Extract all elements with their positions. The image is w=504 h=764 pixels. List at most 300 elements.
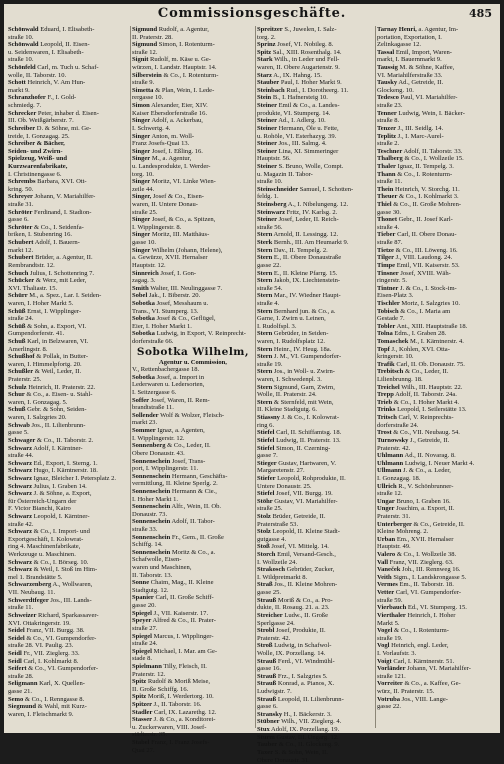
entry-line (132, 389, 254, 397)
entry-line (132, 610, 254, 618)
entry-name: Straß (257, 581, 273, 588)
entry-name: Schreiber & Bächer, (8, 140, 65, 147)
entry-line (132, 435, 254, 443)
entry-line (257, 239, 374, 247)
entry-text: & Co., I. Rotenturm- (162, 72, 219, 79)
entry-text: I. Gonzagag. 18. (377, 475, 420, 482)
entry-line (257, 543, 374, 551)
entry-text: Lederwaren u. Ledersorten, (132, 381, 204, 388)
entry-text: Chaim, Mag., II. Kleine (149, 579, 213, 586)
entry-line (8, 475, 129, 483)
entry-text: Agentur u. Commission, (159, 359, 227, 366)
entry-text: Moriß & Co., a. Pro- (276, 597, 332, 604)
entry-text: Kleine Mohreng. 2. (377, 528, 428, 535)
entry-text: & Sternfeld, mit Wein, (272, 399, 333, 406)
entry-text: Hauptstr. 12. (132, 262, 166, 269)
entry-line (377, 483, 497, 491)
entry-name: Schwarz (8, 513, 32, 520)
entry-line (257, 117, 374, 125)
entry-name: Storch (257, 551, 275, 558)
entry-line (132, 193, 254, 201)
entry-line (377, 452, 497, 460)
entry-line (257, 186, 374, 194)
entry-name: Stiefel (257, 490, 274, 497)
entry-text: Carl, I. Kohlmarkt 8. (22, 658, 79, 665)
entry-line (132, 374, 254, 382)
entry-text: Ignaz, Bleicher I. Petersplatz 2. (32, 475, 116, 482)
entry-line (132, 480, 254, 488)
entry-line (377, 612, 497, 620)
entry-text: Brüder, a. Agentur, II. (33, 254, 92, 261)
entry-name: Stern (257, 346, 272, 353)
entry-line (257, 216, 374, 224)
entry-name: Schubert (8, 254, 33, 261)
entry-name: Sigmund (132, 26, 157, 33)
entry-line (8, 384, 129, 392)
entry-line (8, 665, 129, 673)
entry-text: Peter, inhaber d. Eisen- (36, 110, 99, 117)
entry-text: Adolf, II. Taborstr. 24a. (394, 391, 457, 398)
entry-line (8, 277, 129, 285)
entry-text: Josef, Leder, II. Reich- (277, 216, 339, 223)
entry-line (257, 102, 374, 110)
entry-text: E., II. Obere Donaustraße (272, 254, 341, 261)
entry-text: & Weil, Leder, II. (33, 368, 81, 375)
entry-line (377, 186, 497, 194)
entry-text: & Co., I. Hoher Markt 4. (392, 399, 459, 406)
entry-line (377, 650, 497, 658)
column-divider (255, 26, 256, 728)
entry-text: produkte, VI. Stumperg. 14. (257, 110, 330, 117)
entry-text: M., a. Agentur, (150, 155, 191, 162)
entry-text: briken, I. Stubenring 16. (8, 231, 72, 238)
entry-name: Sonnenschein (132, 458, 170, 465)
entry-text: Rud., I. Dorotheerg. 11. (285, 87, 349, 94)
entry-line (8, 262, 129, 270)
entry-text: markt 9. (8, 87, 30, 94)
entry-line (132, 171, 254, 179)
entry-name: Schwarz (8, 475, 32, 482)
entry-name: Valero (377, 551, 395, 558)
entry-text: Leopold, II. Eisen- (39, 41, 90, 48)
entry-name: Stoß (257, 543, 270, 550)
entry-line (8, 125, 129, 133)
entry-name: Tobler (377, 323, 395, 330)
entry-text: markt 23. (132, 419, 157, 426)
directory-column-2 (132, 26, 254, 728)
entry-name: Schwarzenberg (8, 581, 51, 588)
entry-name: Tauber (257, 741, 277, 748)
entry-name: Spiegel (132, 633, 152, 640)
entry-line (257, 254, 374, 262)
entry-text: Sperlgasse 24. (257, 620, 295, 627)
entry-name: Ungar (377, 498, 395, 505)
entry-text: vermittlung, II. Kleine Sperlg. 2. (132, 480, 218, 487)
entry-line (8, 102, 129, 110)
entry-name: Sturm (257, 734, 275, 741)
entry-line (377, 528, 497, 536)
entry-name: Tintner (377, 285, 398, 292)
entry-text: Karl, X. Quellen- (37, 680, 84, 687)
entry-name: Teschner (377, 148, 402, 155)
entry-line (8, 452, 129, 460)
entry-line (132, 693, 254, 701)
entry-text: straße 4. (257, 300, 279, 307)
entry-name: Schwarz (8, 445, 32, 452)
entry-line (257, 125, 374, 133)
entry-line (257, 406, 374, 414)
entry-line (257, 262, 374, 270)
entry-name: Singer (132, 231, 150, 238)
entry-line (377, 102, 497, 110)
entry-name: Turnowsky (377, 437, 408, 444)
entry-name: Tobisch (377, 308, 399, 315)
entry-text: Josef & Co., Eisen- (151, 193, 204, 200)
entry-line (257, 452, 374, 460)
entry-line (132, 34, 254, 42)
entry-text: Werkzeuge u. Maschinen. (8, 551, 76, 558)
entry-name: Stiassny (257, 414, 280, 421)
entry-line (257, 658, 374, 666)
entry-text: Carl, II. Obere Donau- (395, 231, 456, 238)
entry-name: Vall (377, 559, 388, 566)
entry-text: Alexander, Eier, XIV. (150, 102, 208, 109)
entry-name: Schußler (8, 368, 33, 375)
entry-line (8, 94, 129, 102)
entry-text: II. Taborstr. 13. (132, 572, 172, 579)
entry-line (132, 663, 254, 671)
entry-text: straße 11. (377, 178, 402, 185)
entry-line (377, 26, 497, 34)
entry-text: Mar., IV. Wiedner Haupt- (272, 292, 340, 299)
entry-text: Jos., II. Lilienbrunn- (30, 422, 86, 429)
entry-text: Moriz, I. Salzgries 10. (400, 300, 460, 307)
entry-text: u. Seidenwaren, I. Elisabeth- (8, 49, 84, 56)
entry-text: & Co., I. Maria am (399, 308, 451, 315)
entry-name: Schwarz (8, 483, 32, 490)
entry-line (257, 270, 374, 278)
entry-line (257, 445, 374, 453)
entry-text: & Co., I. Import- und (32, 528, 90, 535)
entry-text: Jos., III. Lands- (49, 597, 92, 604)
entry-text: & Co., I. Seidenfa- (32, 224, 83, 231)
entry-line (377, 300, 497, 308)
entry-text: Sal., XIII. Rosenthalg. 14. (271, 49, 341, 56)
entry-line (8, 414, 129, 422)
entry-line (377, 414, 497, 422)
entry-line (8, 209, 129, 217)
entry-line (257, 566, 374, 574)
entry-line (257, 521, 374, 529)
entry-text: Emil, VII. Kaiserstr. 53. (395, 262, 460, 269)
entry-name: Stern (257, 247, 272, 254)
entry-line (132, 315, 254, 323)
entry-text: Josef, a. Import in (155, 374, 204, 381)
entry-name: Strauß (257, 658, 276, 665)
entry-line (377, 536, 497, 544)
entry-text: Ignaz, II. Tempelg. 3. (396, 163, 454, 170)
entry-line (377, 94, 497, 102)
entry-text: gasse 16. (257, 665, 281, 672)
entry-line (8, 696, 129, 704)
entry-text: M., I. Kärntnerstr. 4. (408, 338, 463, 345)
entry-name: Thiel (377, 201, 392, 208)
entry-line (377, 581, 497, 589)
entry-text: Emil, Import, Waren- (394, 49, 452, 56)
entry-text: Alfred & Co., II. Prater- (151, 617, 216, 624)
entry-text: J., II. Taborstr. 16. (152, 701, 201, 708)
entry-line (377, 64, 497, 72)
entry-text: Rudolf, a. Agentur, (157, 26, 209, 33)
entry-line (8, 650, 129, 658)
entry-line (8, 521, 129, 529)
entry-text: Rudolf & Moriß Meise, (146, 678, 210, 685)
entry-line (132, 330, 254, 338)
entry-text: straße 87. (377, 239, 402, 246)
entry-text: gasse 6. (257, 703, 278, 710)
entry-text: & Co., I. Börseg. 10. (32, 559, 88, 566)
entry-text: Praterstr. 42. (377, 445, 410, 452)
entry-text: Franz Josefs-Quai 13. (132, 140, 189, 147)
entry-line (132, 216, 254, 224)
entry-text: Carl, IX. Lazarethg. 12. (152, 709, 216, 716)
entry-text: Anton, m. Woll- (150, 133, 194, 140)
entry-name: Schönwald (8, 41, 39, 48)
entry-name: Seidl (8, 658, 22, 665)
entry-line (377, 566, 497, 574)
entry-line (132, 655, 254, 663)
entry-line (132, 709, 254, 717)
entry-text: straße 59. (377, 597, 402, 604)
entry-text: Carl, VI. Gumpendorfer- (394, 589, 461, 596)
entry-line (377, 513, 497, 521)
entry-name: Spielzeug, Weiß- und (8, 155, 67, 162)
entry-text: Eduard, I. Elisabeth- (39, 26, 95, 33)
entry-text: Wilh., VII. Zieglerg. 4. (280, 718, 342, 725)
entry-text: kring. 50. (8, 186, 33, 193)
entry-text: Carl, I. Kärntnerstr. 51. (392, 658, 455, 665)
entry-name: Trost (377, 429, 392, 436)
entry-line (377, 254, 497, 262)
entry-line (377, 155, 497, 163)
entry-line (257, 612, 374, 620)
entry-name: Seidel (8, 627, 25, 634)
entry-text: J., VIII. Laudong. 24. (394, 254, 452, 261)
entry-text: II. Praterstr. 28. (132, 34, 173, 41)
entry-line (257, 650, 374, 658)
entry-line (132, 724, 254, 732)
entry-name: Tritsch (377, 414, 397, 421)
entry-name: Signit (132, 56, 148, 63)
entry-line (8, 551, 129, 559)
entry-line (8, 171, 129, 179)
entry-line (377, 209, 497, 217)
entry-name: Sinnreich (132, 270, 159, 277)
entry-text: M. & Söhne, Kaffee, (398, 64, 454, 71)
entry-name: Soffer (132, 397, 149, 404)
entry-line (257, 414, 374, 422)
entry-text: markt, I. Bauernmarkt 9. (377, 56, 442, 63)
entry-line (377, 680, 497, 688)
entry-text: & Co., a. Eisen- u. Stahl- (25, 391, 93, 398)
entry-line (377, 543, 497, 551)
entry-name: Uhlmann (377, 452, 403, 459)
entry-name: Silberstein (132, 72, 162, 79)
entry-text: Gustav, Hartwaren, V. (277, 460, 336, 467)
entry-line (132, 541, 254, 549)
entry-name: Schönwald (8, 26, 39, 33)
entry-name: Stasser (132, 716, 152, 723)
entry-text: J. M., VI. Gumpendorfer- (272, 353, 341, 360)
entry-text: Carl, II. Schiffamtsg. 18. (274, 429, 341, 436)
page-title: Commissionsgeschäfte. (4, 6, 500, 21)
entry-name: Tischler (377, 300, 400, 307)
entry-line (377, 49, 497, 57)
entry-line (8, 483, 129, 491)
entry-text: XVI. Thaliastr. 15. (8, 285, 57, 292)
entry-text: F., I. Gold- (46, 94, 76, 101)
entry-line (132, 473, 254, 481)
entry-text: straße 9. (132, 79, 154, 86)
entry-name: Tolna (377, 330, 393, 337)
entry-line (257, 353, 374, 361)
entry-line (377, 521, 497, 529)
entry-line (8, 300, 129, 308)
entry-text: waren, I. Hoher Markt 5. (8, 300, 73, 307)
entry-text: Gumpendorferstr. 41. (8, 330, 64, 337)
entry-text: Hermann & Cie., (170, 488, 217, 495)
entry-text: J. & Co., I. Kolowrat- (280, 414, 339, 421)
entry-text: Ludwig, I. Neuer Markt 4. (403, 460, 474, 467)
entry-text: Julius, I. Graben 14. (32, 483, 87, 490)
entry-line (377, 376, 497, 384)
entry-line (377, 330, 497, 338)
entry-line (132, 110, 254, 118)
entry-name: Sonnenschein (132, 473, 170, 480)
entry-text: u. Rohöle, VI. Esterhazyg. 39. (257, 133, 336, 140)
entry-text: straße 23. (377, 102, 402, 109)
entry-text: stade 8. (132, 655, 152, 662)
entry-name: Schuß (8, 338, 25, 345)
entry-text: Leopold, Rohprodukte, II. (276, 475, 346, 482)
column-divider (375, 26, 376, 728)
entry-name: Taussig (377, 64, 398, 71)
entry-text: Josef, Messhaum u. (155, 300, 208, 307)
entry-name: Stux (257, 726, 270, 733)
entry-text: Leopold, I. Kärntner- (32, 513, 90, 520)
entry-text: für Österreich-Ungarn der (8, 498, 76, 505)
entry-line (377, 308, 497, 316)
entry-line (377, 490, 497, 498)
entry-name: Schweizer (8, 612, 36, 619)
entry-line (8, 604, 129, 612)
entry-name: Schönfeld (8, 64, 36, 71)
entry-line (257, 475, 374, 483)
entry-name: Sommer (132, 427, 156, 434)
entry-text: A., Wollwaren, (51, 581, 92, 588)
entry-line (132, 716, 254, 724)
entry-name: Schwarz (8, 490, 32, 497)
entry-line (377, 627, 497, 635)
entry-line (132, 518, 254, 526)
entry-line (8, 581, 129, 589)
entry-line (8, 437, 129, 445)
entry-name: Stroß (257, 642, 273, 649)
entry-name: Steinschneider (257, 186, 298, 193)
entry-line (8, 528, 129, 536)
entry-name: Vierthaler (377, 612, 406, 619)
entry-name: Taxer (257, 749, 273, 756)
entry-name: Spreitzer (257, 26, 283, 33)
entry-line (377, 148, 497, 156)
entry-text: Jos., III. Salmg. 4. (277, 140, 327, 147)
entry-line (377, 406, 497, 414)
entry-text: Josef, XVIII. Wäh- (399, 270, 451, 277)
entry-name: Schuß (8, 406, 25, 413)
entry-text: & Co., Leder, II. (165, 442, 210, 449)
entry-line (257, 528, 374, 536)
entry-text: Jakob, IX. Liechtenstein- (272, 277, 340, 284)
entry-line (377, 604, 497, 612)
page-number: 485 (469, 7, 492, 20)
entry-line (8, 536, 129, 544)
entry-text: straße 12. (377, 490, 402, 497)
entry-line (377, 171, 497, 179)
entry-line (132, 163, 254, 171)
entry-text: Gustav, VI. Mariahilfer- (273, 498, 338, 505)
entry-text: Alfr., Wein, II. Ob. (170, 503, 221, 510)
entry-line (257, 680, 374, 688)
entry-text: Leopold, I. Seilerstätte 13. (395, 406, 466, 413)
entry-text: Ad., Getreide, II. (397, 79, 443, 86)
entry-text: u. Zuckerwaren, VIII. Josef- (132, 724, 206, 731)
entry-line (257, 734, 374, 742)
entry-line (132, 731, 254, 739)
entry-name: Stark (257, 56, 273, 63)
entry-name: Trafik (377, 361, 395, 368)
entry-name: Steiner (257, 148, 277, 155)
entry-text: Sigmund, Garn, Zwirn, (272, 384, 335, 391)
entry-text: Praterstraße 53. (257, 521, 298, 528)
entry-text: waren, I. Gonzagag. 5. (8, 399, 67, 406)
entry-line (257, 308, 374, 316)
entry-text: Praterstr. 42. (257, 635, 290, 642)
entry-line (377, 368, 497, 376)
entry-text: Leopold, II. Kleine Stadt- (271, 528, 340, 535)
entry-name: Steiner (257, 117, 277, 124)
entry-text: Walter, III. Neulinggasse 7. (149, 285, 222, 292)
entry-text: Eier, I. Hoher Markt 1. (132, 323, 192, 330)
entry-text: dorferstraße 24. (377, 422, 418, 429)
entry-text: F. Victor Bianchi, Kairo (8, 505, 71, 512)
entry-line (8, 178, 129, 186)
entry-text: waren, I. Salzgries 20. (8, 414, 67, 421)
entry-text: Praterstr. 25. (8, 376, 41, 383)
directory-column-3 (257, 26, 374, 728)
entry-line (132, 155, 254, 163)
entry-line (257, 711, 374, 719)
entry-name: Strauß (257, 673, 276, 680)
entry-line (257, 140, 374, 148)
entry-name: Timpe (377, 262, 395, 269)
entry-text: waren und Maschinen, (132, 564, 191, 571)
entry-text: Julius, I. Schottenring 7. (28, 270, 94, 277)
entry-line (8, 467, 129, 475)
entry-line (8, 658, 129, 666)
entry-text: würz, II. Praterstr. 15. (377, 688, 434, 695)
entry-line (257, 292, 374, 300)
entry-text: straße 28. (8, 673, 33, 680)
